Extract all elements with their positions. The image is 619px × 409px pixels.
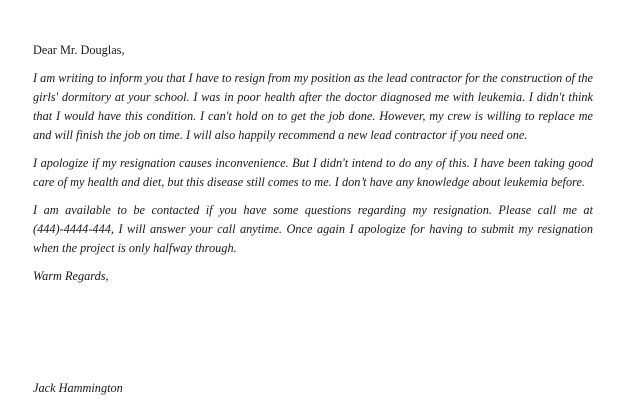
paragraph-apology: I apologize if my resignation causes inconvenience. But I didn't intend to do any of this. I have been taking good care of my health and diet, but this disease still comes to me. I don’t have any knowledge about leukemia before. bbox=[33, 156, 593, 189]
paragraph-resignation-notice: I am writing to inform you that I have to resign from my position as the lead contractor for the construction of the girls' dormitory at your school. I was in poor health after the doctor diagnosed me with leukemia. I didn't think that I would have this condition. I can't hold on to get the job done. However, my crew is willing to replace me and will finish the job on time. I will also happily recommend a new lead contractor if you need one. bbox=[33, 71, 593, 142]
salutation: Dear Mr. Douglas, bbox=[33, 43, 125, 57]
letter-body bbox=[33, 41, 593, 286]
paragraph-contact: I am available to be contacted if you have some questions regarding my resignation. Please call me at (444)-4444-444, I will answer your call anytime. Once again I apologize for having to submit my resignation when the project is only halfway through. bbox=[33, 203, 593, 255]
closing: Warm Regards, bbox=[33, 269, 109, 283]
signature-name: Jack Hammington bbox=[33, 381, 123, 395]
